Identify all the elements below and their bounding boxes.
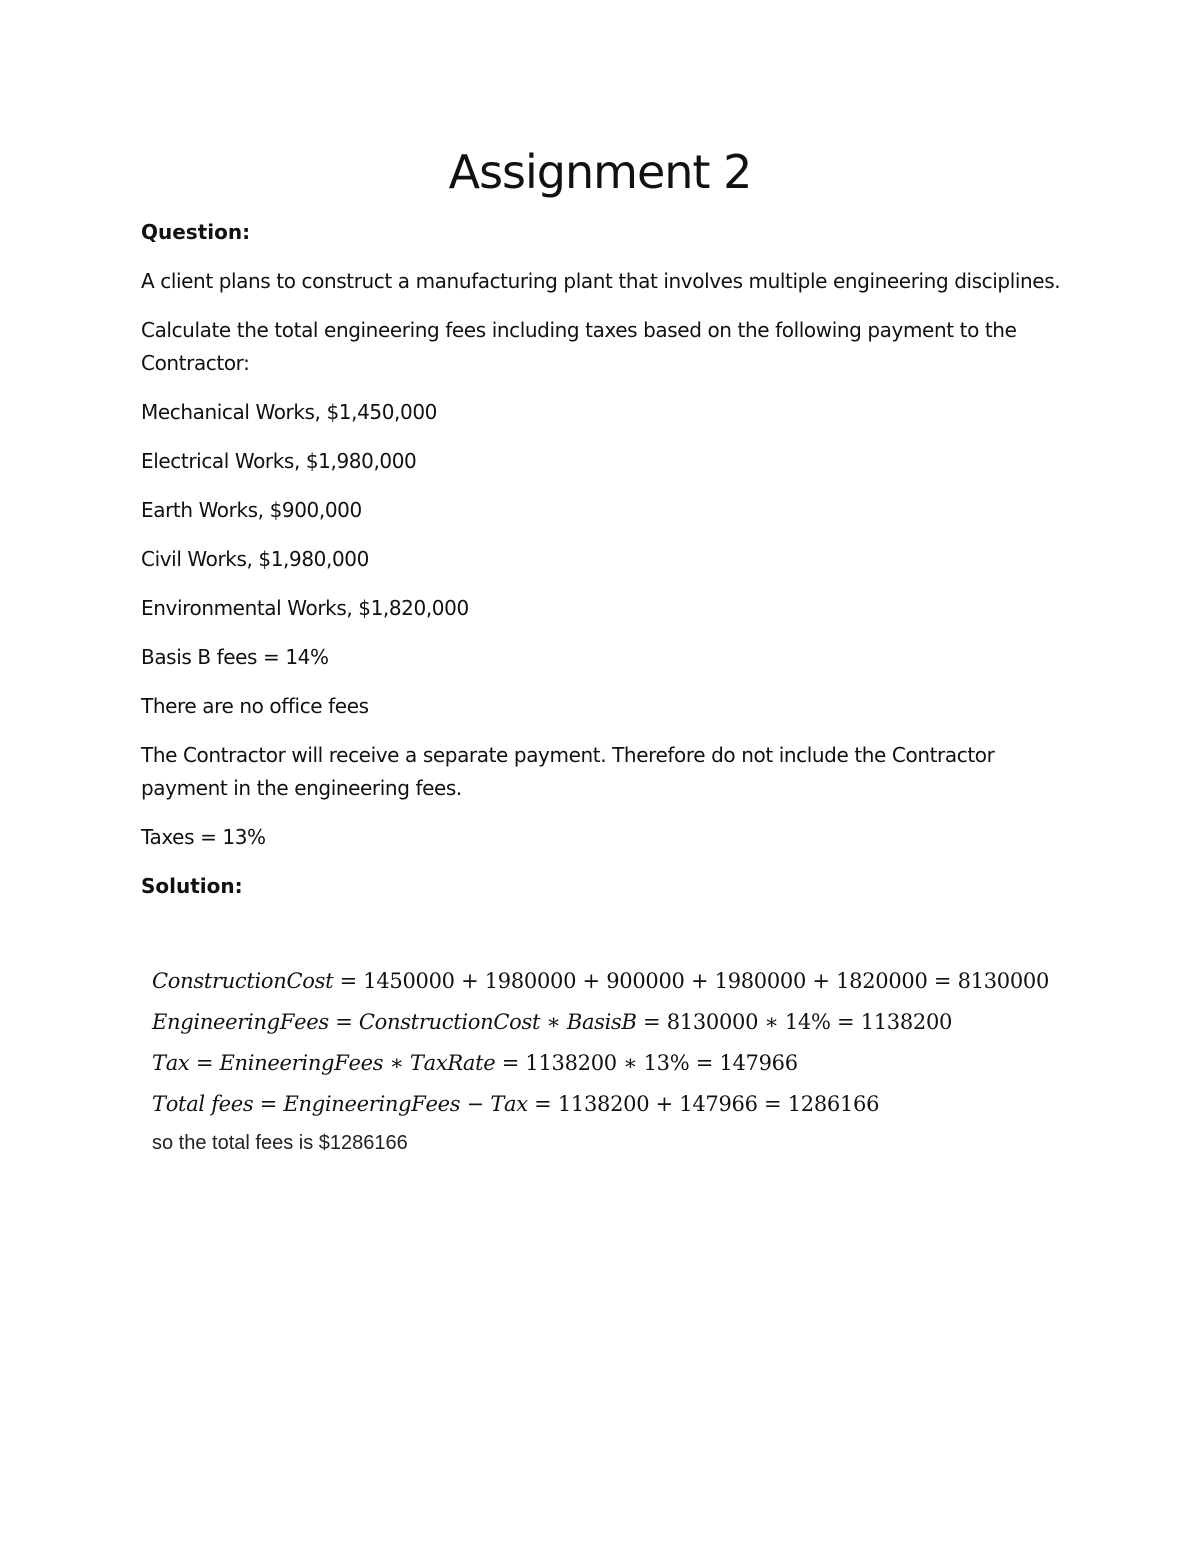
construction-cost-equation: 𝐶𝑜𝑛𝑠𝑡𝑟𝑢𝑐𝑡𝑖𝑜𝑛𝐶𝑜𝑠𝑡 = 1450000 + 1980000 + 900000 + 1980000 + 1820000 = 8130000 xyxy=(152,969,1049,993)
earth-works-line: Earth Works, $900,000 xyxy=(141,498,362,522)
conclusion-text: so the total fees is $1286166 xyxy=(152,1132,408,1154)
contractor-payment-note: The Contractor will receive a separate payment. Therefore do not include the Contractor payment in the engineering fees. xyxy=(141,743,995,800)
engineering-fees-equation: 𝐸𝑛𝑔𝑖𝑛𝑒𝑒𝑟𝑖𝑛𝑔𝐹𝑒𝑒𝑠 = 𝐶𝑜𝑛𝑠𝑡𝑟𝑢𝑐𝑡𝑖𝑜𝑛𝐶𝑜𝑠𝑡 ∗ 𝐵𝑎𝑠𝑖𝑠𝐵 = 8130000 ∗ 14% = 1138200 xyxy=(152,1010,953,1034)
question-heading: Question: xyxy=(141,220,251,244)
environmental-works-line: Environmental Works, $1,820,000 xyxy=(141,596,469,620)
basis-b-fees-line: Basis B fees = 14% xyxy=(141,645,329,669)
electrical-works-line: Electrical Works, $1,980,000 xyxy=(141,449,417,473)
solution-heading: Solution: xyxy=(141,874,243,898)
solution-section xyxy=(152,962,1112,1158)
taxes-line: Taxes = 13% xyxy=(141,825,266,849)
civil-works-line: Civil Works, $1,980,000 xyxy=(141,547,369,571)
question-section xyxy=(141,216,1071,919)
question-intro: A client plans to construct a manufacturing plant that involves multiple engineering disciplines. xyxy=(141,269,1061,293)
office-fees-line: There are no office fees xyxy=(141,694,369,718)
mechanical-works-line: Mechanical Works, $1,450,000 xyxy=(141,400,437,424)
document-title: Assignment 2 xyxy=(448,145,752,199)
tax-equation: 𝑇𝑎𝑥 = 𝐸𝑛𝑖𝑛𝑒𝑒𝑟𝑖𝑛𝑔𝐹𝑒𝑒𝑠 ∗ 𝑇𝑎𝑥𝑅𝑎𝑡𝑒 = 1138200 ∗ 13% = 147966 xyxy=(152,1051,798,1075)
total-fees-equation: 𝑇𝑜𝑡𝑎𝑙 𝑓𝑒𝑒𝑠 = 𝐸𝑛𝑔𝑖𝑛𝑒𝑒𝑟𝑖𝑛𝑔𝐹𝑒𝑒𝑠 − 𝑇𝑎𝑥 = 1138200 + 147966 = 1286166 xyxy=(152,1092,880,1116)
question-instruction: Calculate the total engineering fees including taxes based on the following payment to the Contractor: xyxy=(141,318,1017,375)
